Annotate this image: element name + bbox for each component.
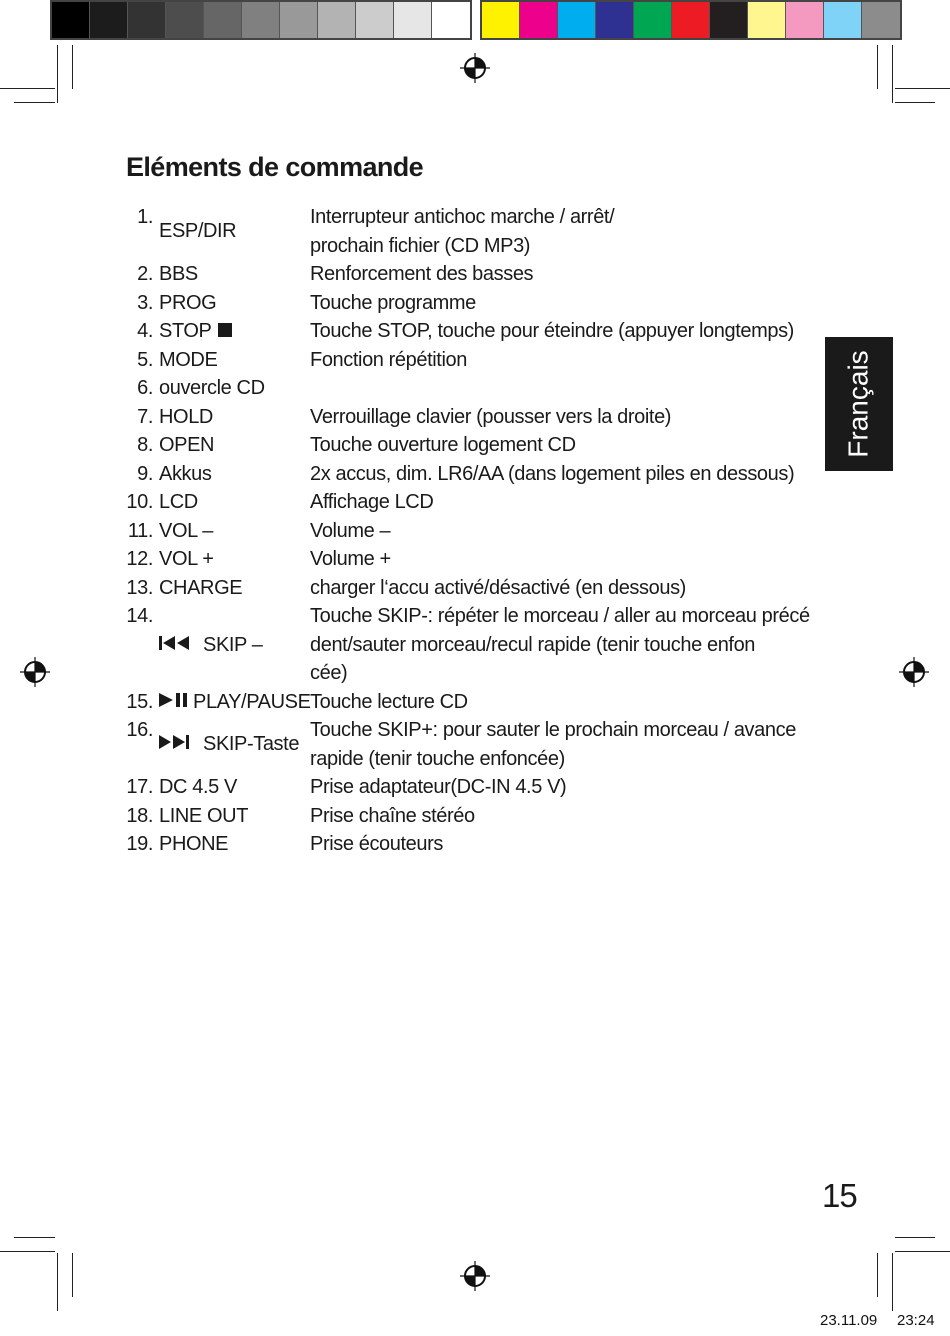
item-description — [305, 374, 810, 403]
item-label-text: Akkus — [159, 462, 212, 485]
item-label-text: LCD — [159, 491, 198, 513]
item-number: 8. — [137, 434, 153, 456]
item-label — [153, 773, 305, 802]
item-description — [305, 317, 810, 346]
item-description-line: Fonction répétition — [310, 348, 467, 371]
item-description — [305, 260, 810, 289]
language-tab-label: Français — [843, 350, 874, 458]
item-label — [153, 289, 305, 318]
item-number: 3. — [137, 291, 153, 314]
item-description — [305, 517, 810, 546]
item-number: 10. — [126, 491, 153, 513]
item-number: 7. — [137, 405, 153, 428]
item-number: 5. — [137, 348, 153, 371]
color-swatch — [166, 2, 204, 38]
language-tab — [825, 337, 893, 471]
item-description — [305, 802, 810, 831]
color-swatch — [318, 2, 356, 38]
item-number: 14. — [126, 605, 153, 627]
item-number: 1. — [137, 206, 153, 228]
grayscale-color-bar — [50, 0, 472, 40]
list-item — [120, 203, 810, 260]
item-description-line: rapide (tenir touche enfoncée) — [310, 747, 565, 770]
item-number: 4. — [137, 320, 153, 342]
crop-mark — [895, 102, 935, 103]
item-label-text: SKIP-Taste — [203, 733, 300, 756]
item-label — [153, 830, 305, 859]
crop-mark — [895, 1237, 935, 1238]
item-label-text: MODE — [159, 348, 218, 371]
registration-mark-icon — [899, 657, 929, 687]
list-item — [120, 602, 810, 688]
item-description — [305, 773, 810, 802]
color-swatch — [862, 2, 900, 38]
item-label — [153, 460, 305, 489]
color-swatch — [748, 2, 786, 38]
item-description-line: Prise chaîne stéréo — [310, 804, 475, 827]
color-swatch — [710, 2, 748, 38]
item-description-line: Touche SKIP+: pour sauter le prochain morceau / avance — [310, 719, 796, 741]
item-label — [153, 403, 305, 432]
item-description — [305, 346, 810, 375]
item-description — [305, 716, 810, 773]
crop-mark — [72, 45, 73, 89]
item-number: 2. — [137, 263, 153, 285]
color-swatch — [204, 2, 242, 38]
list-item — [120, 574, 810, 603]
crop-mark — [877, 45, 878, 89]
item-label-text: ESP/DIR — [159, 220, 237, 243]
print-time: 23:24 — [897, 1312, 935, 1329]
crop-mark — [895, 1251, 950, 1252]
item-description-line: Touche SKIP-: répéter le morceau / aller au morceau précé — [310, 605, 810, 627]
item-description — [305, 403, 810, 432]
list-item — [120, 688, 810, 717]
item-label — [153, 203, 305, 260]
item-description-line: charger l‘accu activé/désactivé (en dessous) — [310, 576, 686, 599]
play-pause-icon — [159, 688, 189, 717]
color-swatch — [596, 2, 634, 38]
item-label-text: ouvercle CD — [159, 377, 265, 399]
crop-mark — [14, 102, 55, 103]
crop-mark — [877, 1253, 878, 1297]
item-number: 13. — [126, 576, 153, 599]
print-date: 23.11.09 — [820, 1312, 878, 1329]
list-item — [120, 374, 810, 403]
item-description — [305, 574, 810, 603]
skip-back-icon — [159, 631, 199, 660]
item-label-text: HOLD — [159, 405, 213, 428]
item-description-line: cée) — [310, 662, 348, 684]
list-item — [120, 773, 810, 802]
list-item — [120, 545, 810, 574]
item-number: 6. — [137, 377, 153, 399]
item-label — [153, 716, 305, 773]
item-label-text: STOP — [159, 320, 212, 342]
page-number: 15 — [822, 1177, 857, 1214]
list-item — [120, 317, 810, 346]
item-number: 9. — [137, 462, 153, 485]
registration-mark-icon — [460, 1261, 490, 1291]
item-label-text: PHONE — [159, 833, 229, 855]
item-description-line: prochain fichier (CD MP3) — [310, 234, 531, 257]
item-description — [305, 545, 810, 574]
crop-mark — [0, 1251, 55, 1252]
crop-mark — [895, 88, 950, 89]
color-swatch — [280, 2, 318, 38]
color-swatch — [90, 2, 128, 38]
item-number: 17. — [126, 776, 153, 798]
item-description-line: Volume + — [310, 548, 391, 570]
color-swatch — [786, 2, 824, 38]
item-label-text: VOL – — [159, 519, 213, 542]
list-item — [120, 830, 810, 859]
color-swatch — [672, 2, 710, 38]
item-description-line: Volume – — [310, 519, 391, 542]
stop-icon — [218, 317, 232, 346]
list-item — [120, 488, 810, 517]
item-description — [305, 460, 810, 489]
crop-mark — [57, 1253, 58, 1311]
item-label — [153, 574, 305, 603]
item-number: 18. — [126, 804, 153, 827]
registration-mark-icon — [20, 657, 50, 687]
item-description-line: Prise adaptateur(DC-IN 4.5 V) — [310, 776, 567, 798]
item-number: 15. — [126, 690, 153, 713]
item-label — [153, 346, 305, 375]
item-label — [153, 431, 305, 460]
crop-mark — [57, 45, 58, 103]
item-label — [153, 688, 311, 717]
item-label — [153, 317, 305, 346]
item-description — [305, 688, 810, 717]
color-swatch — [128, 2, 166, 38]
item-label-text: BBS — [159, 263, 198, 285]
item-description-line: Touche programme — [310, 291, 476, 314]
list-item — [120, 460, 810, 489]
color-swatch — [356, 2, 394, 38]
color-swatch — [242, 2, 280, 38]
item-label-text: LINE OUT — [159, 804, 249, 827]
item-label-text: PROG — [159, 291, 217, 314]
item-description-line: 2x accus, dim. LR6/AA (dans logement piles en dessous) — [310, 462, 795, 485]
item-description — [305, 602, 810, 688]
color-swatch — [520, 2, 558, 38]
item-label-text: VOL + — [159, 548, 214, 570]
crop-mark — [72, 1253, 73, 1297]
color-swatch — [558, 2, 596, 38]
item-label-text: PLAY/PAUSE — [193, 690, 311, 713]
item-description-line: Touche lecture CD — [310, 690, 468, 713]
color-swatch — [394, 2, 432, 38]
item-label-text: CHARGE — [159, 576, 243, 599]
list-item — [120, 289, 810, 318]
item-number: 12. — [126, 548, 153, 570]
item-description-line: dent/sauter morceau/recul rapide (tenir touche enfon — [310, 633, 756, 656]
item-description-line: Touche STOP, touche pour éteindre (appuyer longtemps) — [310, 320, 794, 342]
item-label — [153, 602, 305, 688]
item-description-line: Prise écouteurs — [310, 833, 443, 855]
color-swatch — [52, 2, 90, 38]
crop-mark — [0, 88, 55, 89]
item-description — [305, 488, 810, 517]
color-swatch — [634, 2, 672, 38]
list-item — [120, 517, 810, 546]
item-description — [305, 830, 810, 859]
item-label-text: OPEN — [159, 434, 215, 456]
list-item — [120, 802, 810, 831]
controls-list — [120, 203, 810, 859]
item-label-text: DC 4.5 V — [159, 776, 237, 798]
list-item — [120, 260, 810, 289]
crop-mark — [892, 1253, 893, 1311]
item-label — [153, 802, 305, 831]
item-description-line: Verrouillage clavier (pousser vers la droite) — [310, 405, 672, 428]
item-description-line: Renforcement des basses — [310, 263, 534, 285]
color-swatch — [482, 2, 520, 38]
item-label-text: SKIP – — [203, 633, 263, 656]
list-item — [120, 431, 810, 460]
item-label — [153, 374, 305, 403]
item-description-line: Interrupteur antichoc marche / arrêt/ — [310, 206, 615, 228]
item-label — [153, 545, 305, 574]
list-item — [120, 403, 810, 432]
crop-mark — [892, 45, 893, 103]
item-label — [153, 517, 305, 546]
list-item — [120, 346, 810, 375]
color-swatch — [824, 2, 862, 38]
item-description — [305, 289, 810, 318]
page-title: Eléments de commande — [126, 152, 424, 182]
item-number: 16. — [126, 719, 153, 741]
color-swatch — [432, 2, 470, 38]
registration-mark-icon — [460, 53, 490, 83]
item-label — [153, 260, 305, 289]
item-description-line: Touche ouverture logement CD — [310, 434, 576, 456]
process-color-bar — [480, 0, 902, 40]
item-number: 19. — [126, 833, 153, 855]
item-description — [305, 203, 810, 260]
item-description — [305, 431, 810, 460]
item-label — [153, 488, 305, 517]
list-item — [120, 716, 810, 773]
item-description-line: Affichage LCD — [310, 491, 434, 513]
crop-mark — [14, 1237, 55, 1238]
skip-forward-icon — [159, 730, 199, 759]
item-number: 11. — [127, 519, 153, 542]
